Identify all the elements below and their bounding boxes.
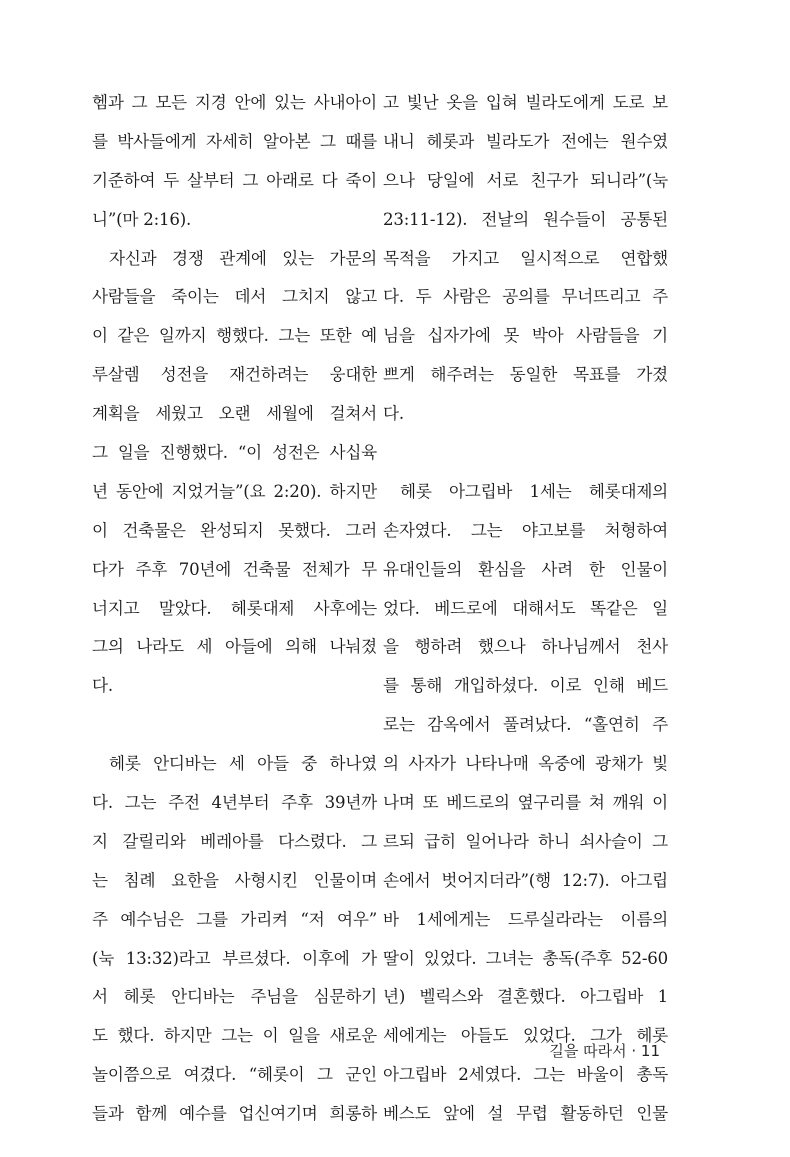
- text-line: 너지고 말았다. 헤롯대제 사후에는: [92, 598, 377, 618]
- text-line: 도 했다. 하지만 그는 이 일을 새로운: [92, 1026, 377, 1046]
- text-line: 를 통해 개입하셨다. 이로 인해 베드: [383, 676, 668, 696]
- text-line: 으나 당일에 서로 친구가 되니라”(눅: [383, 170, 668, 190]
- text-line: 다. 두 사람은 공의를 무너뜨리고 주: [383, 287, 668, 307]
- text-line: 을 행하려 했으나 하나님께서 천사: [383, 637, 668, 657]
- text-line: 헴과 그 모든 지경 안에 있는 사내아이: [92, 93, 377, 112]
- text-line: 손자였다. 그는 야고보를 처형하여: [383, 520, 668, 540]
- text-line: 년) 벨릭스와 결혼했다. 아그립바 1: [383, 987, 668, 1007]
- text-line: 서 헤롯 안디바는 주님을 심문하기: [92, 987, 377, 1007]
- text-line: 헤롯 아그립바 1세는 헤롯대제의: [400, 481, 668, 501]
- text-line: 루살렘 성전을 재건하려는 웅대한: [92, 365, 377, 385]
- text-line: 세에게는 아들도 있었다. 그가 헤롯: [383, 1026, 668, 1046]
- text-line: 바 1세에게는 드루실라라는 이름의: [383, 909, 668, 929]
- text-line: 자신과 경쟁 관계에 있는 가문의: [109, 248, 377, 268]
- text-line: 내니 헤롯과 빌라도가 전에는 원수였: [383, 131, 668, 151]
- text-line: 르되 급히 일어나라 하니 쇠사슬이 그: [383, 831, 668, 851]
- text-line: 헤롯 안디바는 세 아들 중 하나였: [109, 754, 377, 774]
- text-line: 베스도 앞에 설 무렵 활동하던 인물: [383, 1104, 668, 1124]
- text-line: 사람들을 죽이는 데서 그치지 않고: [92, 287, 377, 307]
- text-line: 었다. 베드로에 대해서도 똑같은 일: [383, 598, 668, 618]
- footer-separator: ·: [631, 1042, 637, 1060]
- text-line: 다.: [383, 404, 404, 424]
- text-line: 아그립바 2세였다. 그는 바울이 총독: [383, 1065, 668, 1085]
- text-line: 주 예수님은 그를 가리켜 “저 여우”: [92, 909, 377, 929]
- text-line: 계획을 세웠고 오랜 세월에 걸쳐서: [92, 404, 377, 424]
- text-line: 그 일을 진행했다. “이 성전은 사십육: [92, 443, 377, 463]
- running-title: 길을 따라서: [549, 1042, 627, 1060]
- text-line: 유대인들의 환심을 사려 한 인물이: [383, 559, 668, 579]
- text-line: 다. 그는 주전 4년부터 주후 39년까: [92, 793, 377, 813]
- text-line: 의 사자가 나타나매 옥중에 광채가 빛: [383, 754, 668, 774]
- text-line: 를 박사들에게 자세히 알아본 그 때를: [92, 131, 377, 151]
- text-line: 는 침례 요한을 사형시킨 인물이며: [92, 870, 377, 890]
- left-text-column: [92, 84, 377, 1134]
- page-footer: [400, 1040, 660, 1061]
- text-line: 그의 나라도 세 아들에 의해 나눠졌: [92, 637, 377, 657]
- text-line: 이 건축물은 완성되지 못했다. 그러: [92, 520, 377, 540]
- right-text-column: [383, 84, 668, 1134]
- text-line: 다.: [92, 676, 113, 696]
- text-line: 들과 함께 예수를 업신여기며 희롱하: [92, 1104, 377, 1124]
- page-number: 11: [640, 1042, 660, 1060]
- text-line: 딸이 있었다. 그녀는 총독(주후 52-60: [383, 948, 668, 968]
- text-line: 목적을 가지고 일시적으로 연합했: [383, 248, 668, 268]
- text-line: 23:11-12). 전날의 원수들이 공통된: [383, 209, 668, 229]
- text-line: 놀이쯤으로 여겼다. “헤롯이 그 군인: [92, 1065, 377, 1085]
- text-line: 년 동안에 지었거늘”(요 2:20). 하지만: [92, 481, 377, 501]
- text-line: 고 빛난 옷을 입혀 빌라도에게 도로 보: [383, 93, 668, 112]
- text-line: [383, 434, 668, 473]
- text-line: [92, 706, 377, 745]
- text-line: 기준하여 두 살부터 그 아래로 다 죽이: [92, 170, 377, 190]
- text-line: 이 같은 일까지 행했다. 그는 또한 예: [92, 326, 377, 346]
- text-line: 로는 감옥에서 풀려났다. “홀연히 주: [383, 715, 668, 735]
- text-line: 나며 또 베드로의 옆구리를 쳐 깨워 이: [383, 793, 668, 813]
- text-line: 손에서 벗어지더라”(행 12:7). 아그립: [383, 870, 668, 890]
- text-line: 님을 십자가에 못 박아 사람들을 기: [383, 326, 668, 346]
- text-line: 다가 주후 70년에 건축물 전체가 무: [92, 559, 377, 579]
- text-line: 쁘게 해주려는 동일한 목표를 가졌: [383, 365, 668, 385]
- text-line: 니”(마 2:16).: [92, 209, 192, 229]
- text-line: 지 갈릴리와 베레아를 다스렸다. 그: [92, 831, 377, 851]
- text-line: (눅 13:32)라고 부르셨다. 이후에 가: [92, 948, 377, 968]
